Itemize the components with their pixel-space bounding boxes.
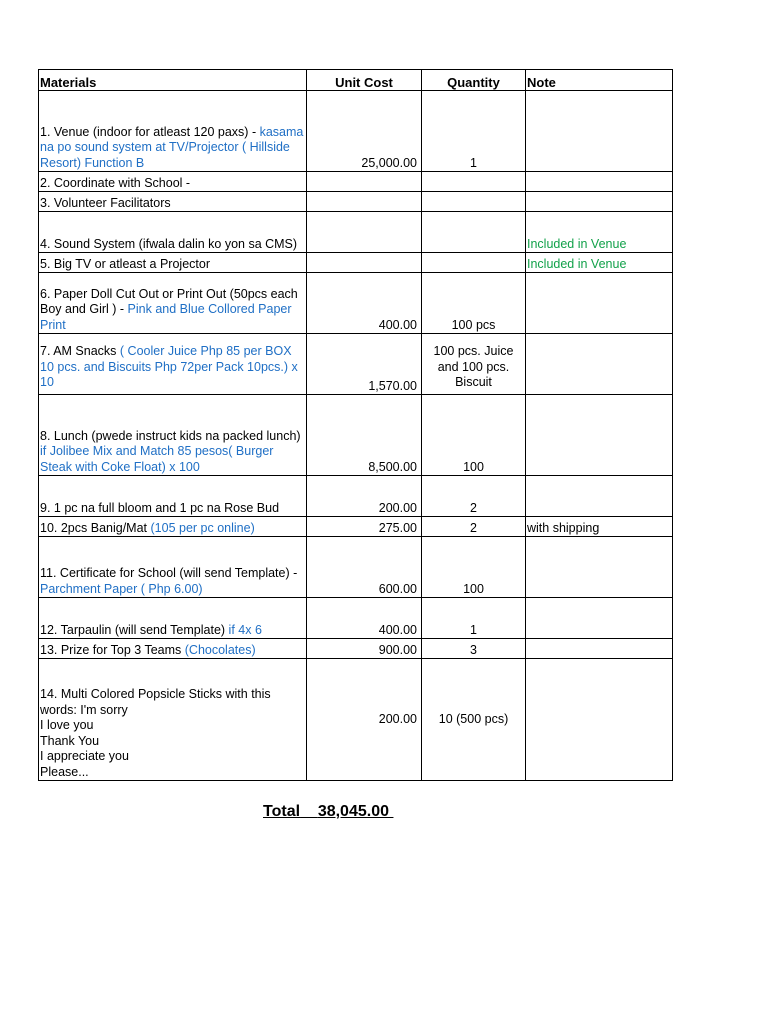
header-materials: Materials [39,70,307,91]
quantity-cell [422,192,526,212]
material-cell: 8. Lunch (pwede instruct kids na packed lunch) if Jolibee Mix and Match 85 pesos( Burger Steak with Coke Float) x 100 [39,395,307,476]
header-note: Note [526,70,673,91]
header-unit-cost: Unit Cost [307,70,422,91]
note-cell [526,476,673,517]
quantity-cell: 100 [422,537,526,598]
quantity-cell [422,253,526,273]
material-cell: 12. Tarpaulin (will send Template) if 4x 6 [39,598,307,639]
table-row [39,659,673,781]
material-cell: 4. Sound System (ifwala dalin ko yon sa CMS) [39,212,307,253]
unit-cost-cell [307,172,422,192]
header-row [39,70,673,91]
note-cell [526,395,673,476]
note-cell [526,639,673,659]
table-row [39,537,673,598]
table-row [39,334,673,395]
material-cell: 11. Certificate for School (will send Template) - Parchment Paper ( Php 6.00) [39,537,307,598]
table-row [39,172,673,192]
unit-cost-cell: 200.00 [307,476,422,517]
unit-cost-cell: 8,500.00 [307,395,422,476]
table-row [39,91,673,172]
total-label: Total [263,803,301,820]
table-row [39,476,673,517]
quantity-cell [422,212,526,253]
header-quantity: Quantity [422,70,526,91]
material-cell: 9. 1 pc na full bloom and 1 pc na Rose Bud [39,476,307,517]
material-cell: 5. Big TV or atleast a Projector [39,253,307,273]
material-cell: 6. Paper Doll Cut Out or Print Out (50pcs each Boy and Girl ) - Pink and Blue Collored Paper Print [39,273,307,334]
quantity-cell: 3 [422,639,526,659]
table-row [39,273,673,334]
unit-cost-cell: 200.00 [307,659,422,781]
quantity-cell: 100 [422,395,526,476]
table-row [39,639,673,659]
note-cell [526,537,673,598]
unit-cost-cell: 400.00 [307,273,422,334]
unit-cost-cell: 600.00 [307,537,422,598]
table-row [39,395,673,476]
table-row [39,598,673,639]
total-line [263,803,393,821]
material-cell: 14. Multi Colored Popsicle Sticks with this words: I'm sorry I love you Thank You I appreciate you Please... [39,659,307,781]
note-cell: with shipping [526,517,673,537]
note-cell [526,172,673,192]
quantity-cell: 10 (500 pcs) [422,659,526,781]
note-cell: Included in Venue [526,253,673,273]
note-cell: Included in Venue [526,212,673,253]
material-cell: 7. AM Snacks ( Cooler Juice Php 85 per BOX 10 pcs. and Biscuits Php 72per Pack 10pcs.) x 10 [39,334,307,395]
note-cell [526,659,673,781]
quantity-cell: 100 pcs [422,273,526,334]
unit-cost-cell: 400.00 [307,598,422,639]
note-cell [526,192,673,212]
note-cell [526,91,673,172]
quantity-cell: 2 [422,517,526,537]
quantity-cell: 2 [422,476,526,517]
material-cell: 13. Prize for Top 3 Teams (Chocolates) [39,639,307,659]
materials-sheet [38,69,673,781]
material-cell: 2. Coordinate with School - [39,172,307,192]
quantity-cell: 100 pcs. Juice and 100 pcs. Biscuit [422,334,526,395]
unit-cost-cell: 900.00 [307,639,422,659]
table-row [39,253,673,273]
table-row [39,192,673,212]
unit-cost-cell [307,192,422,212]
note-cell [526,334,673,395]
quantity-cell [422,172,526,192]
unit-cost-cell [307,212,422,253]
table-row [39,212,673,253]
materials-table [38,69,673,781]
unit-cost-cell: 1,570.00 [307,334,422,395]
quantity-cell: 1 [422,91,526,172]
note-cell [526,598,673,639]
material-cell: 3. Volunteer Facilitators [39,192,307,212]
note-cell [526,273,673,334]
quantity-cell: 1 [422,598,526,639]
table-row [39,517,673,537]
unit-cost-cell: 25,000.00 [307,91,422,172]
unit-cost-cell [307,253,422,273]
material-cell: 10. 2pcs Banig/Mat (105 per pc online) [39,517,307,537]
material-cell: 1. Venue (indoor for atleast 120 paxs) - kasama na po sound system at TV/Projector ( Hillside Resort) Function B [39,91,307,172]
total-value: 38,045.00 [317,803,389,820]
unit-cost-cell: 275.00 [307,517,422,537]
